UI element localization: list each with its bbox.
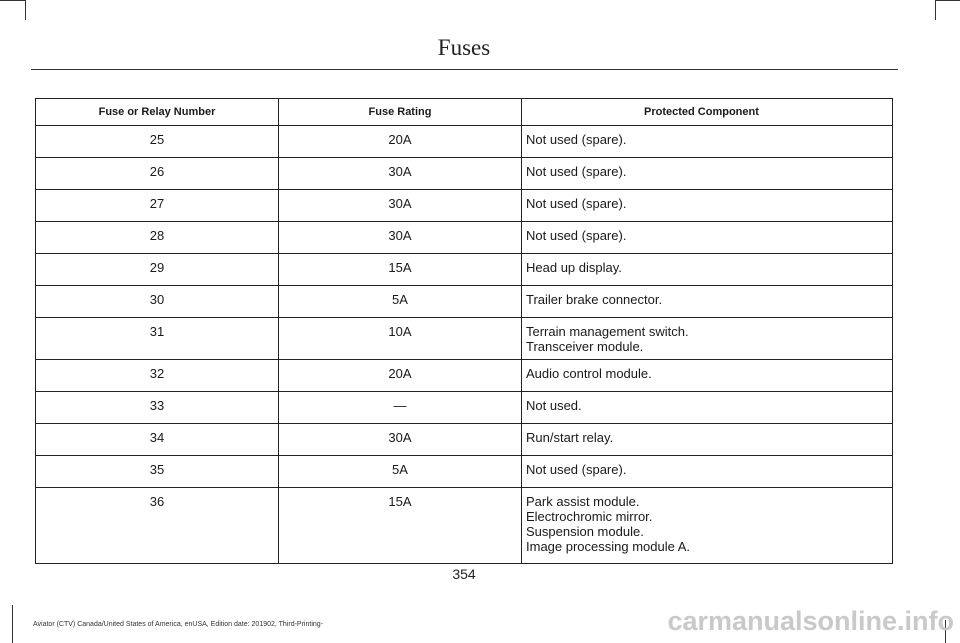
component-line: Terrain management switch. xyxy=(526,324,689,339)
component-line: Not used. xyxy=(526,398,582,413)
fuse-number-cell: 30 xyxy=(36,286,279,318)
column-header-fuse-number: Fuse or Relay Number xyxy=(36,99,279,126)
protected-component-cell xyxy=(522,126,893,158)
header-divider xyxy=(31,69,898,70)
protected-component-cell xyxy=(522,286,893,318)
component-line: Suspension module. xyxy=(526,524,644,539)
table-row xyxy=(36,488,893,564)
component-line: Electrochromic mirror. xyxy=(526,509,653,524)
component-line: Not used (spare). xyxy=(526,164,627,179)
fuse-table-body xyxy=(36,126,893,564)
crop-mark-bottom-left xyxy=(12,605,13,643)
fuse-number-cell: 34 xyxy=(36,424,279,456)
table-row xyxy=(36,360,893,392)
fuse-number-cell: 36 xyxy=(36,488,279,564)
table-row xyxy=(36,254,893,286)
table-row xyxy=(36,222,893,254)
fuse-number-cell: 27 xyxy=(36,190,279,222)
crop-mark-top-right xyxy=(935,0,936,20)
page-number: 354 xyxy=(452,566,476,582)
protected-component-cell xyxy=(522,424,893,456)
fuse-number-cell: 25 xyxy=(36,126,279,158)
column-header-fuse-rating: Fuse Rating xyxy=(279,99,522,126)
fuse-number-cell: 35 xyxy=(36,456,279,488)
fuse-rating-cell: 30A xyxy=(279,190,522,222)
table-row xyxy=(36,286,893,318)
component-line: Not used (spare). xyxy=(526,196,627,211)
protected-component-cell xyxy=(522,456,893,488)
fuse-table xyxy=(35,98,893,564)
table-row xyxy=(36,190,893,222)
component-line: Head up display. xyxy=(526,260,622,275)
column-header-protected-component: Protected Component xyxy=(522,99,893,126)
component-line: Audio control module. xyxy=(526,366,652,381)
crop-mark-top-right-horizontal xyxy=(935,0,960,1)
component-line: Not used (spare). xyxy=(526,132,627,147)
table-row xyxy=(36,424,893,456)
fuse-rating-cell: 20A xyxy=(279,360,522,392)
component-line: Run/start relay. xyxy=(526,430,614,445)
protected-component-cell xyxy=(522,392,893,424)
protected-component-cell xyxy=(522,360,893,392)
component-line: Image processing module A. xyxy=(526,539,691,554)
table-row xyxy=(36,392,893,424)
edition-footer: Aviator (CTV) Canada/United States of America, enUSA, Edition date: 201902, Third-Printing- xyxy=(33,621,324,628)
fuse-rating-cell: 30A xyxy=(279,158,522,190)
table-row xyxy=(36,456,893,488)
protected-component-cell xyxy=(522,158,893,190)
table-row xyxy=(36,126,893,158)
component-line: Not used (spare). xyxy=(526,462,627,477)
table-row xyxy=(36,158,893,190)
fuse-rating-cell: — xyxy=(279,392,522,424)
fuse-number-cell: 29 xyxy=(36,254,279,286)
crop-mark-top-left xyxy=(0,0,25,1)
fuse-number-cell: 26 xyxy=(36,158,279,190)
fuse-rating-cell: 5A xyxy=(279,286,522,318)
component-line: Not used (spare). xyxy=(526,228,627,243)
protected-component-cell xyxy=(522,254,893,286)
fuse-rating-cell: 15A xyxy=(279,488,522,564)
page-title: Fuses xyxy=(437,35,491,60)
fuse-number-cell: 32 xyxy=(36,360,279,392)
fuse-rating-cell: 10A xyxy=(279,318,522,360)
fuse-number-cell: 31 xyxy=(36,318,279,360)
fuse-rating-cell: 30A xyxy=(279,424,522,456)
protected-component-cell xyxy=(522,318,893,360)
fuse-rating-cell: 15A xyxy=(279,254,522,286)
protected-component-cell xyxy=(522,222,893,254)
fuse-rating-cell: 20A xyxy=(279,126,522,158)
fuse-rating-cell: 30A xyxy=(279,222,522,254)
fuse-number-cell: 33 xyxy=(36,392,279,424)
crop-mark-top-left-vertical xyxy=(25,0,26,20)
protected-component-cell xyxy=(522,190,893,222)
fuse-rating-cell: 5A xyxy=(279,456,522,488)
table-header-row xyxy=(36,99,893,126)
protected-component-cell xyxy=(522,488,893,564)
fuse-number-cell: 28 xyxy=(36,222,279,254)
table-row xyxy=(36,318,893,360)
component-line: Park assist module. xyxy=(526,494,640,509)
watermark: carmanualsonline.info xyxy=(667,606,954,636)
component-line: Trailer brake connector. xyxy=(526,292,663,307)
component-line: Transceiver module. xyxy=(526,339,644,354)
